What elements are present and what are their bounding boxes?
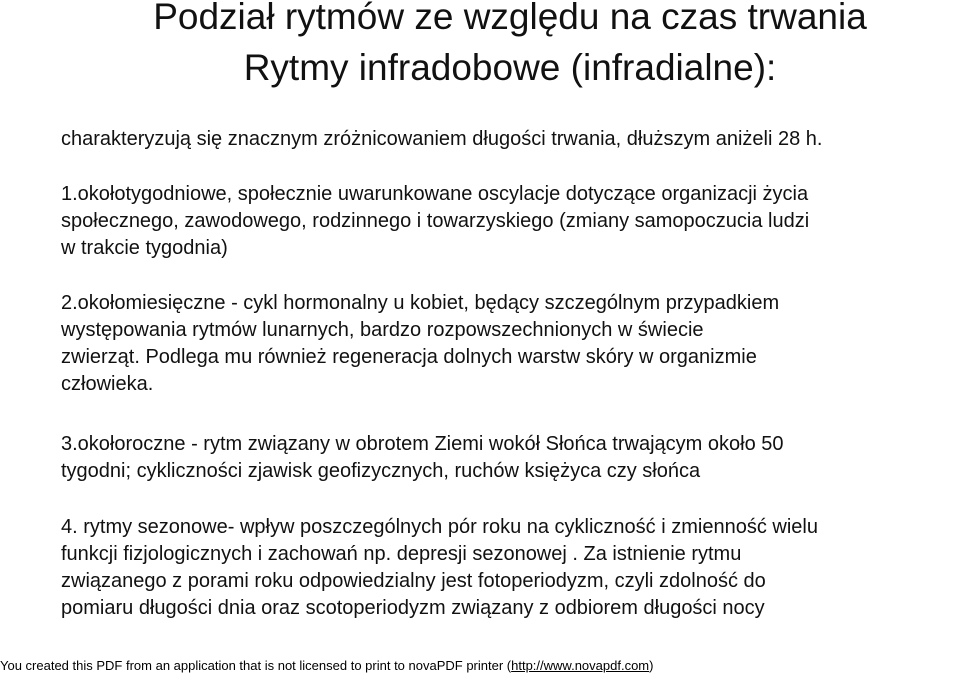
footer-text-before: You created this PDF from an application that is not licensed to print to novaPDF printer ( (0, 658, 512, 673)
item-3-paragraph (61, 431, 941, 485)
item-3-line-2: tygodni; cykliczności zjawisk geofizycznych, ruchów księżyca czy słońca (61, 460, 701, 482)
item-4-line-1: 4. rytmy sezonowe- wpływ poszczególnych pór roku na cykliczność i zmienność wielu (61, 516, 818, 538)
item-4-line-4: pomiaru długości dnia oraz scotoperiodyzm związany z odbiorem długości nocy (61, 597, 765, 619)
item-1-line-2: społecznego, zawodowego, rodzinnego i towarzyskiego (zmiany samopoczucia ludzi (61, 210, 810, 232)
intro-paragraph (61, 126, 941, 153)
pdf-license-footer (0, 658, 960, 674)
item-3-line-1: 3.okołoroczne - rytm związany w obrotem Ziemi wokół Słońca trwającym około 50 (61, 433, 784, 455)
item-1-line-3: w trakcie tygodnia) (61, 237, 228, 259)
item-1-line-1: 1.okołotygodniowe, społecznie uwarunkowane oscylacje dotyczące organizacji życia (61, 183, 809, 205)
item-4-paragraph (61, 514, 941, 622)
intro-line: charakteryzują się znacznym zróżnicowaniem długości trwania, dłuższym aniżeli 28 h. (61, 128, 823, 150)
item-1-paragraph (61, 181, 941, 262)
item-2-line-3: zwierząt. Podlega mu również regeneracja dolnych warstw skóry w organizmie (61, 346, 757, 368)
item-2-line-2: występowania rytmów lunarnych, bardzo rozpowszechnionych w świecie (61, 319, 704, 341)
item-2-line-1: 2.okołomiesięczne - cykl hormonalny u kobiet, będący szczególnym przypadkiem (61, 292, 780, 314)
item-4-line-3: związanego z porami roku odpowiedzialny jest fotoperiodyzm, czyli zdolność do (61, 570, 766, 592)
item-4-line-2: funkcji fizjologicznych i zachowań np. depresji sezonowej . Za istnienie rytmu (61, 543, 742, 565)
item-2-line-4: człowieka. (61, 373, 154, 395)
slide-title-line-1: Podział rytmów ze względu na czas trwania (153, 0, 867, 37)
footer-text-after: ) (649, 658, 654, 673)
slide-title-line-2: Rytmy infradobowe (infradialne): (243, 47, 777, 88)
item-2-paragraph (61, 290, 941, 398)
novapdf-link[interactable]: http://www.novapdf.com (511, 658, 650, 673)
